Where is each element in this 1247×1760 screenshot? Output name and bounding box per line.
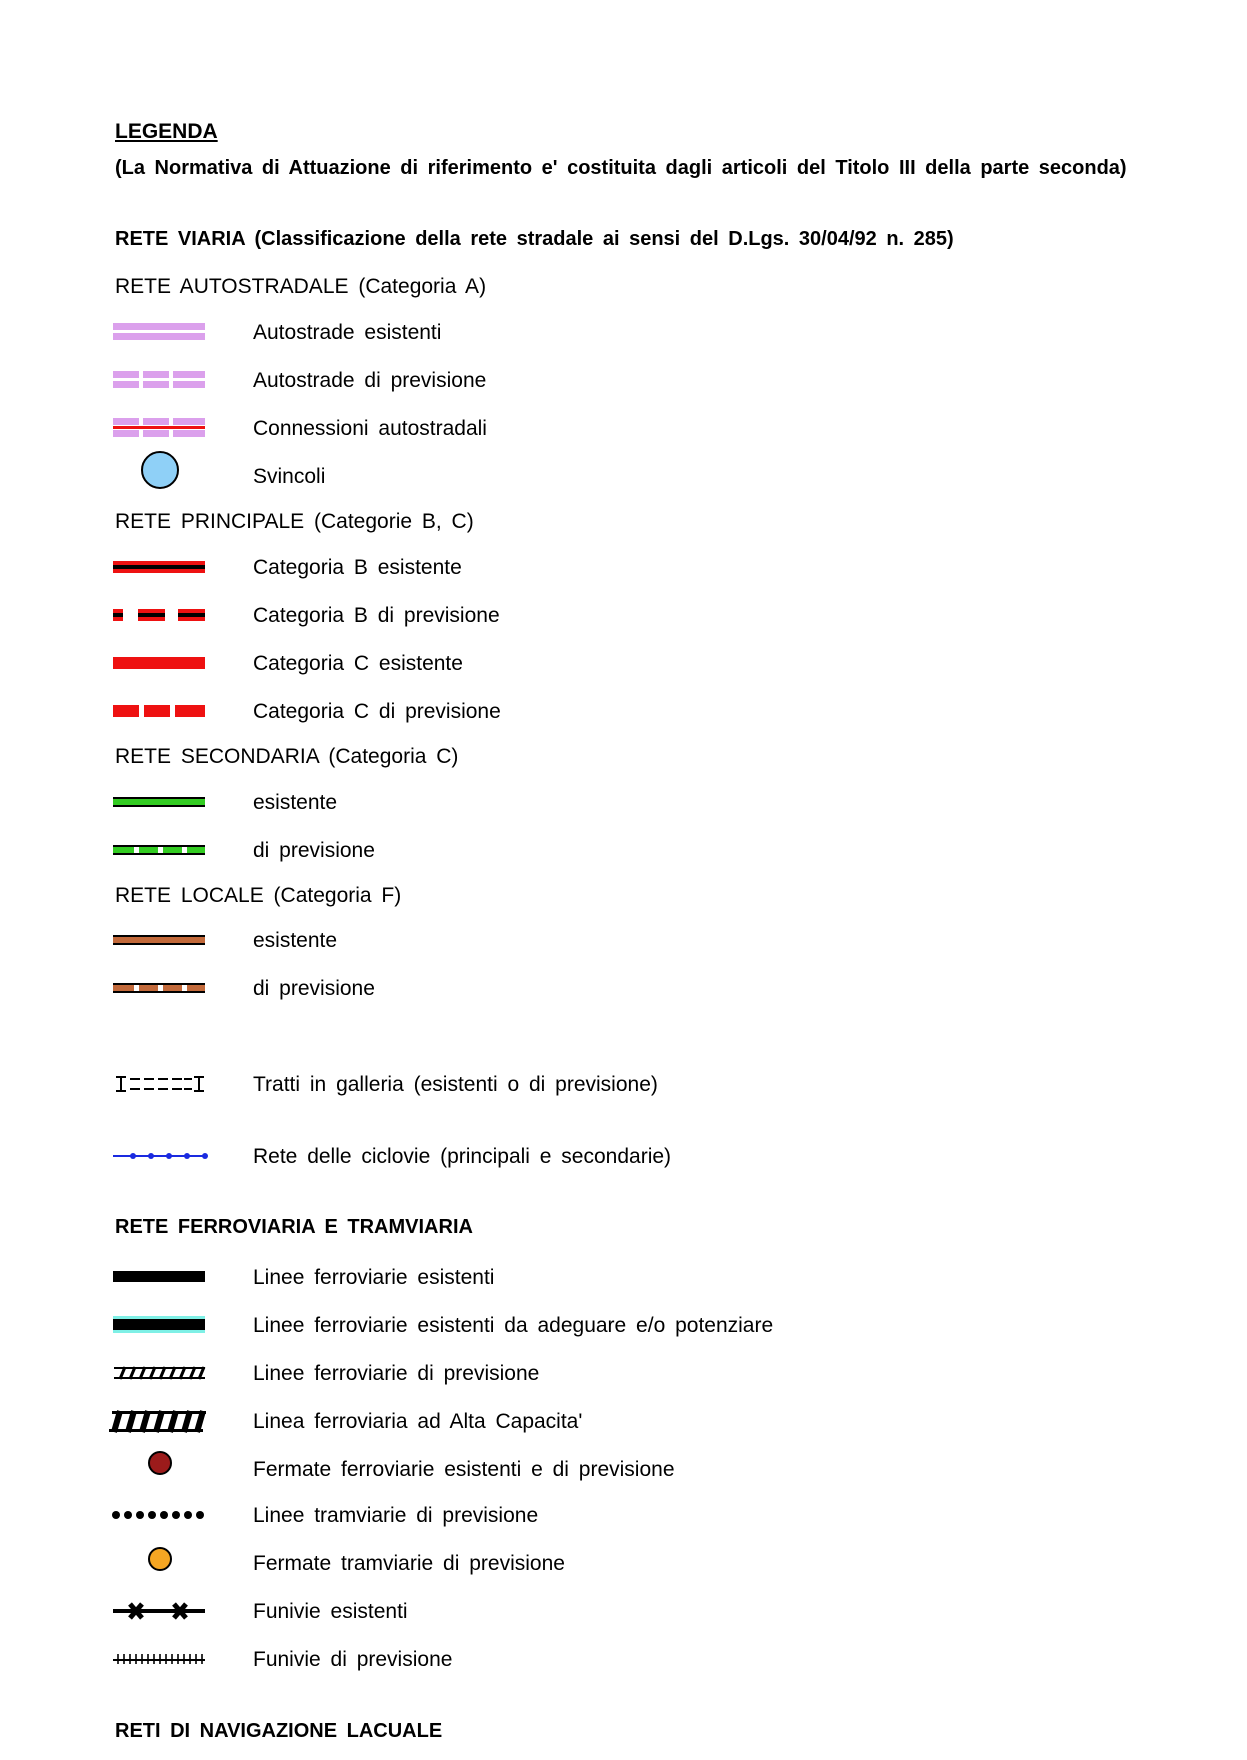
legend-item-label: Connessioni autostradali <box>253 417 487 440</box>
legend-item-label: Fermate tramviarie di previsione <box>253 1552 565 1575</box>
ferrovie-previsione-icon <box>108 1358 216 1388</box>
legend-note: (La Normativa di Attuazione di riferimento e' costituita dagli articoli del Titolo III della parte seconda) <box>115 157 1127 179</box>
categoria-c-previsione-icon <box>108 696 216 726</box>
legend-item-label: Linee tramviarie di previsione <box>253 1504 539 1527</box>
legend-title: LEGENDA <box>115 120 218 143</box>
reti-navigazione-heading: RETI DI NAVIGAZIONE LACUALE <box>115 1720 443 1742</box>
legend-item-label: esistente <box>253 791 338 814</box>
legend-item-label: Linee ferroviarie di previsione <box>253 1362 540 1385</box>
secondaria-previsione-icon <box>108 835 216 865</box>
legend-item-label: Categoria B di previsione <box>253 604 500 627</box>
svincoli-icon <box>108 450 216 490</box>
categoria-b-previsione-icon <box>108 600 216 630</box>
legend-item-label: di previsione <box>253 977 375 1000</box>
autostrade-previsione-icon <box>108 364 216 394</box>
legend-item-label: Funivie di previsione <box>253 1648 453 1671</box>
locale-esistente-icon <box>108 925 216 955</box>
rete-viaria-heading: RETE VIARIA (Classificazione della rete stradale ai sensi del D.Lgs. 30/04/92 n. 285) <box>115 228 954 250</box>
fermata-tramviaria-icon <box>108 1542 216 1576</box>
secondaria-esistente-icon <box>108 787 216 817</box>
legend-item-label: Autostrade di previsione <box>253 369 487 392</box>
locale-previsione-icon <box>108 973 216 1003</box>
funivie-previsione-icon <box>108 1644 216 1674</box>
legend-item-label: Autostrade esistenti <box>253 321 442 344</box>
connessioni-autostradali-icon <box>108 412 216 442</box>
legend-item-label: Funivie esistenti <box>253 1600 408 1623</box>
ferrovie-esistenti-icon <box>108 1262 216 1292</box>
legend-item-label: Fermate ferroviarie esistenti e di previsione <box>253 1458 675 1481</box>
legend-item-label: Categoria B esistente <box>253 556 462 579</box>
rete-locale-heading: RETE LOCALE (Categoria F) <box>115 884 402 907</box>
galleria-icon <box>108 1069 216 1099</box>
categoria-c-esistente-icon <box>108 648 216 678</box>
rete-secondaria-heading: RETE SECONDARIA (Categoria C) <box>115 745 459 768</box>
legend-item-label: esistente <box>253 929 338 952</box>
legend-item-label: Categoria C di previsione <box>253 700 501 723</box>
legend-item-label: di previsione <box>253 839 375 862</box>
rete-ferroviaria-heading: RETE FERROVIARIA E TRAMVIARIA <box>115 1216 473 1238</box>
fermata-ferroviaria-icon <box>108 1446 216 1480</box>
legend-item-label: Svincoli <box>253 465 326 488</box>
rete-autostradale-heading: RETE AUTOSTRADALE (Categoria A) <box>115 275 487 298</box>
legend-item-label: Linee ferroviarie esistenti da adeguare e/o potenziare <box>253 1314 774 1337</box>
rete-principale-heading: RETE PRINCIPALE (Categorie B, C) <box>115 510 474 533</box>
categoria-b-esistente-icon <box>108 552 216 582</box>
legend-item-label: Tratti in galleria (esistenti o di previsione) <box>253 1073 658 1096</box>
legend-item-label: Categoria C esistente <box>253 652 463 675</box>
ciclovie-icon <box>108 1141 216 1171</box>
ferrovie-adeguare-icon <box>108 1310 216 1340</box>
alta-capacita-icon <box>108 1404 216 1438</box>
funivie-esistenti-icon <box>108 1596 216 1626</box>
legend-item-label: Linea ferroviaria ad Alta Capacita' <box>253 1410 583 1433</box>
legend-item-label: Linee ferroviarie esistenti <box>253 1266 495 1289</box>
legend-item-label: Rete delle ciclovie (principali e secondarie) <box>253 1145 672 1168</box>
autostrade-esistenti-icon <box>108 316 216 346</box>
tramvie-previsione-icon <box>108 1500 216 1530</box>
